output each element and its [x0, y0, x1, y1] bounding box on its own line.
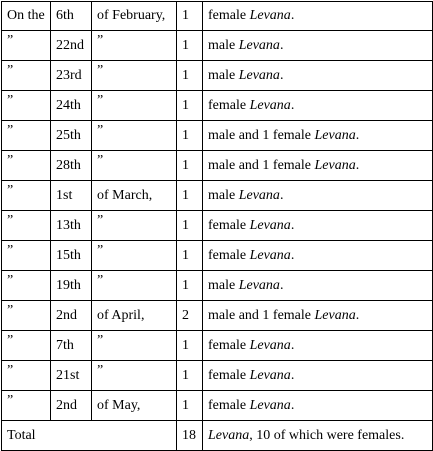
species-name: Levana — [249, 337, 291, 353]
table-row — [2, 361, 433, 391]
sex-text: male and 1 female — [208, 307, 312, 323]
count-cell-text: 1 — [182, 397, 189, 413]
day-cell-text: 24th — [56, 97, 81, 113]
date-prefix-cell-text: ” — [7, 302, 14, 318]
day-cell — [51, 151, 92, 181]
species-name: Levana — [238, 187, 280, 203]
month-cell — [92, 2, 177, 31]
count-cell-text: 1 — [182, 247, 189, 263]
punctuation: . — [355, 307, 360, 323]
description-cell — [203, 31, 433, 61]
count-cell-text: 1 — [182, 37, 189, 53]
sex-text: female — [208, 217, 247, 233]
month-cell-text: ” — [97, 92, 104, 108]
count-cell — [177, 271, 203, 301]
description-cell — [203, 91, 433, 121]
count-cell-text: 1 — [182, 367, 189, 383]
count-cell-text: 1 — [182, 217, 189, 233]
month-cell — [92, 361, 177, 391]
count-cell-text: 1 — [182, 187, 189, 203]
date-prefix-cell — [2, 31, 51, 61]
day-cell — [51, 271, 92, 301]
species-name: Levana — [249, 367, 291, 383]
sex-text: female — [208, 397, 247, 413]
count-cell-text: 2 — [182, 307, 189, 323]
table-body — [2, 2, 433, 421]
month-cell-text: of April, — [97, 307, 145, 323]
month-cell-text: of March, — [97, 187, 153, 203]
table-row — [2, 61, 433, 91]
sex-text: male — [208, 37, 236, 53]
sex-text: female — [208, 97, 247, 113]
day-cell — [51, 211, 92, 241]
day-cell — [51, 331, 92, 361]
count-cell-text: 1 — [182, 277, 189, 293]
description-cell — [203, 151, 433, 181]
total-description — [203, 421, 433, 451]
month-cell — [92, 151, 177, 181]
punctuation: . — [279, 67, 284, 83]
punctuation: . — [290, 367, 295, 383]
month-cell — [92, 241, 177, 271]
species-name: Levana — [249, 97, 291, 113]
day-cell — [51, 241, 92, 271]
date-prefix-cell-text: On the — [7, 8, 45, 23]
date-prefix-cell — [2, 121, 51, 151]
description-cell — [203, 361, 433, 391]
date-prefix-cell — [2, 91, 51, 121]
month-cell-text: ” — [97, 272, 104, 288]
sex-text: male and 1 female — [208, 127, 312, 143]
sex-text: male — [208, 277, 236, 293]
count-cell — [177, 331, 203, 361]
count-cell — [177, 361, 203, 391]
description-cell — [203, 2, 433, 31]
description-cell — [203, 271, 433, 301]
sex-text: male and 1 female — [208, 157, 312, 173]
month-cell-text: ” — [97, 122, 104, 138]
date-prefix-cell-text: ” — [7, 122, 14, 138]
table-row — [2, 271, 433, 301]
day-cell — [51, 121, 92, 151]
day-cell-text: 28th — [56, 157, 81, 173]
description-cell — [203, 391, 433, 421]
date-prefix-cell-text: ” — [7, 392, 14, 408]
date-prefix-cell — [2, 361, 51, 391]
punctuation: . — [290, 337, 295, 353]
count-cell — [177, 301, 203, 331]
species-name: Levana — [249, 247, 291, 263]
month-cell — [92, 391, 177, 421]
month-cell-text: of May, — [97, 397, 141, 413]
observation-table — [1, 1, 433, 451]
table-row — [2, 121, 433, 151]
total-species-name: Levana — [208, 427, 250, 443]
punctuation: . — [290, 247, 295, 263]
date-prefix-cell-text: ” — [7, 242, 14, 258]
punctuation: . — [290, 8, 295, 23]
count-cell-text: 1 — [182, 67, 189, 83]
month-cell — [92, 331, 177, 361]
species-name: Levana — [314, 127, 356, 143]
month-cell — [92, 31, 177, 61]
day-cell-text: 25th — [56, 127, 81, 143]
description-cell — [203, 211, 433, 241]
count-cell-text: 1 — [182, 337, 189, 353]
day-cell — [51, 2, 92, 31]
description-cell — [203, 121, 433, 151]
count-cell — [177, 61, 203, 91]
date-prefix-cell — [2, 211, 51, 241]
punctuation: . — [290, 97, 295, 113]
species-name: Levana — [249, 8, 291, 23]
day-cell — [51, 181, 92, 211]
count-cell — [177, 2, 203, 31]
count-cell — [177, 241, 203, 271]
punctuation: . — [279, 187, 284, 203]
date-prefix-cell — [2, 301, 51, 331]
table-row — [2, 2, 433, 31]
month-cell-text: of February, — [97, 8, 166, 23]
month-cell — [92, 61, 177, 91]
description-cell — [203, 241, 433, 271]
punctuation: . — [279, 277, 284, 293]
date-prefix-cell — [2, 61, 51, 91]
punctuation: . — [290, 397, 295, 413]
count-cell-text: 1 — [182, 97, 189, 113]
total-label: Total — [2, 421, 177, 451]
species-name: Levana — [314, 157, 356, 173]
count-cell-text: 1 — [182, 8, 189, 23]
table-row — [2, 331, 433, 361]
day-cell-text: 1st — [56, 187, 73, 203]
sex-text: female — [208, 247, 247, 263]
month-cell-text: ” — [97, 332, 104, 348]
day-cell-text: 7th — [56, 337, 74, 353]
total-row — [2, 421, 433, 451]
date-prefix-cell-text: ” — [7, 362, 14, 378]
date-prefix-cell-text: ” — [7, 92, 14, 108]
date-prefix-cell-text: ” — [7, 212, 14, 228]
table-row — [2, 91, 433, 121]
description-cell — [203, 61, 433, 91]
description-cell — [203, 301, 433, 331]
day-cell-text: 23rd — [56, 67, 82, 83]
date-prefix-cell-text: ” — [7, 272, 14, 288]
month-cell — [92, 301, 177, 331]
day-cell-text: 21st — [56, 367, 80, 383]
punctuation: . — [279, 37, 284, 53]
month-cell — [92, 181, 177, 211]
day-cell — [51, 391, 92, 421]
date-prefix-cell — [2, 271, 51, 301]
date-prefix-cell-text: ” — [7, 32, 14, 48]
month-cell-text: ” — [97, 152, 104, 168]
count-cell-text: 1 — [182, 127, 189, 143]
date-prefix-cell — [2, 151, 51, 181]
day-cell — [51, 301, 92, 331]
day-cell — [51, 31, 92, 61]
table-row — [2, 151, 433, 181]
species-name: Levana — [314, 307, 356, 323]
table-row — [2, 241, 433, 271]
sex-text: female — [208, 367, 247, 383]
day-cell — [51, 361, 92, 391]
count-cell — [177, 391, 203, 421]
day-cell-text: 15th — [56, 247, 81, 263]
date-prefix-cell — [2, 181, 51, 211]
day-cell-text: 13th — [56, 217, 81, 233]
count-cell — [177, 31, 203, 61]
description-cell — [203, 181, 433, 211]
date-prefix-cell — [2, 331, 51, 361]
sex-text: female — [208, 337, 247, 353]
month-cell — [92, 271, 177, 301]
date-prefix-cell-text: ” — [7, 152, 14, 168]
punctuation: . — [355, 127, 360, 143]
month-cell-text: ” — [97, 242, 104, 258]
count-cell — [177, 121, 203, 151]
month-cell-text: ” — [97, 212, 104, 228]
date-prefix-cell — [2, 241, 51, 271]
count-cell-text: 1 — [182, 157, 189, 173]
month-cell-text: ” — [97, 362, 104, 378]
day-cell — [51, 61, 92, 91]
date-prefix-cell — [2, 391, 51, 421]
date-prefix-cell-text: ” — [7, 62, 14, 78]
day-cell-text: 2nd — [56, 397, 77, 413]
sex-text: female — [208, 8, 247, 23]
species-name: Levana — [238, 67, 280, 83]
sex-text: male — [208, 187, 236, 203]
month-cell — [92, 91, 177, 121]
day-cell-text: 19th — [56, 277, 81, 293]
count-cell — [177, 181, 203, 211]
day-cell — [51, 91, 92, 121]
description-cell — [203, 331, 433, 361]
count-cell — [177, 151, 203, 181]
date-prefix-cell-text: ” — [7, 332, 14, 348]
table-row — [2, 181, 433, 211]
day-cell-text: 2nd — [56, 307, 77, 323]
table-row — [2, 211, 433, 241]
count-cell — [177, 211, 203, 241]
month-cell-text: ” — [97, 62, 104, 78]
total-count: 18 — [177, 421, 203, 451]
species-name: Levana — [249, 397, 291, 413]
count-cell — [177, 91, 203, 121]
sex-text: male — [208, 67, 236, 83]
species-name: Levana — [238, 277, 280, 293]
species-name: Levana — [249, 217, 291, 233]
day-cell-text: 6th — [56, 8, 74, 23]
date-prefix-cell-text: ” — [7, 182, 14, 198]
month-cell — [92, 211, 177, 241]
month-cell-text: ” — [97, 32, 104, 48]
table-row — [2, 31, 433, 61]
species-name: Levana — [238, 37, 280, 53]
table-row — [2, 301, 433, 331]
day-cell-text: 22nd — [56, 37, 84, 53]
month-cell — [92, 121, 177, 151]
date-prefix-cell — [2, 2, 51, 31]
total-remark: , 10 of which were females. — [249, 427, 405, 443]
punctuation: . — [355, 157, 360, 173]
table-row — [2, 391, 433, 421]
punctuation: . — [290, 217, 295, 233]
